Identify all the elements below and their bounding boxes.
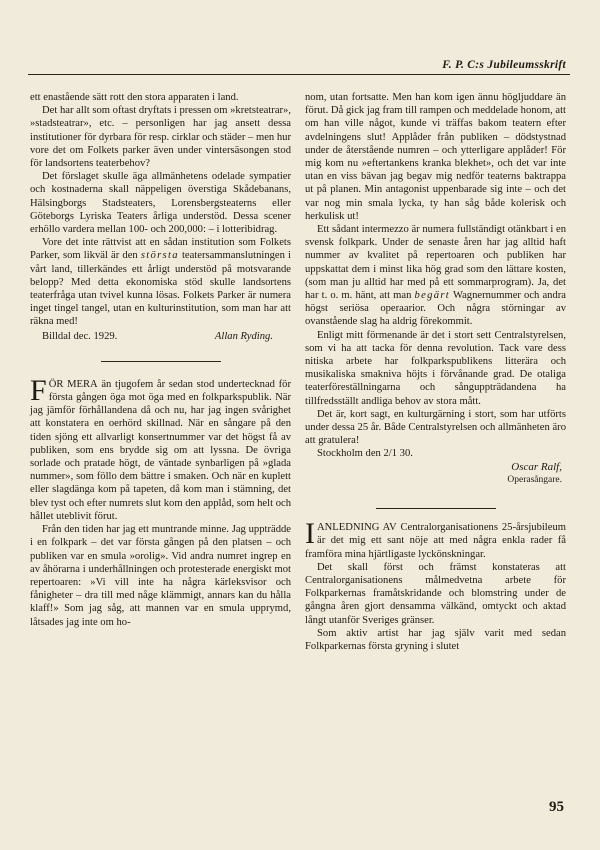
paragraph-text: Ett sådant intermezzo är numera fullständigt otänkbart i en svensk folkpark. Under de senaste åren har jag alltid haft nummer av kvalitet på repertoaren och publiken har uppskattat dem i minst lika hög grad som den lättare kosten, (som man ju alltid har med på ett sommarprogram). Ja, det har t. o. m. hänt, att man [305,224,566,302]
paragraph: Stockholm den 2/1 30. [317,448,413,460]
signature-title: Operasångare. [507,474,562,485]
page-number: 95 [549,799,564,815]
drop-cap: I [305,517,315,551]
paragraph: Som aktiv artist har jag själv varit med sedan Folkparkernas första gryning i slutet [305,627,566,652]
paragraph: Det förslaget skulle äga allmänhetens odelade sympatier och kostnaderna skall näppeligen överstiga Skådebanans, Hälsingborgs Stadsteaters, Lorensbergsteaterns eller Göteborgs Lyriska Teaters årliga understöd. Dessa scener erhöllo vardera mellan 100- och 200,000: – i lotteribidrag. [30,171,291,236]
lead-caps: ANLEDNING AV [317,522,397,534]
signature-name: Oscar Ralf, [511,460,562,473]
left-column [30,91,291,629]
paragraph: Enligt mitt förmenande är det i stort sett Centralstyrelsen, som vi ha att tacka för denna revolution. Tack vare dess nitiska arbete har folkparkspublikens litterära och musikaliska smakniva höjts i förvånande grad. De otaliga teaterföreställningarna och sånguppträdandena ha tillfredsställt andliga behov av stora mått. [305,329,566,407]
paragraph-text: Wagnernummer och andra högst seriösa operaarior. Och några störningar av ovanstående slag ha aldrig förekommit. [305,290,566,328]
paragraph: nom, utan fortsatte. Men han kom igen ännu högljuddare än förut. Då gick jag fram till rampen och meddelade honom, att om han ville något, kunde vi träffas bakom teatern efter avdelningens slut! Applåder från publiken – dödstystnad under de återstående numren – och ytterligare applåder! För mig kom nu »eftertankens kranka blekhet», och det var inte utan en viss bävan jag begav mig nedför teaterns baktrappa ut på planen. Min antagonist uppenbarade sig inte – och det var nog min smala lycka, ty han såg både kolerisk och herkulisk ut! [305,92,566,222]
emphasis: begärt [414,290,451,302]
paragraph: Från den tiden har jag ett muntrande minne. Jag uppträdde i en folkpark – det var första gången på den platsen – och publiken var en smula »orolig». Vid andra numret ingrep en av åhörarna i underhållningen och protesterade energiskt mot repertoaren: »Vi vill inte ha några kärleksvisor och fånigheter – dra till med någe klämmigt, annars kan du hålla klaff!» Som jag såg, att mannen var en smula upprymd, låtsades jag inte om ho- [30,524,291,628]
paragraph: Det skall först och främst konstateras att Centralorganisationens målmedvetna arbete för Folkparkernas framåtskridande och blomstring under de gångna åren gjort densamma välkänd, omtyckt och aktad långt utanför Sveriges gränser. [305,561,566,626]
paragraph-text: Vore det inte rättvist att en sådan institution som Folkets Parker, som likväl är den [30,237,291,262]
emphasis: största [140,250,179,262]
lead-caps: ÖR MERA [48,378,98,390]
paragraph: Det har allt som oftast dryftats i pressen om »kretsteatrar», »stadsteatrar», etc. – personligen har jag ansett dessa institutioner för dyrbara för resp. cirklar och städer – men hur vore det om Folkets parker även under vintersäsongen stod för landsortens teaterbehov? [30,105,291,170]
paragraph: Det är, kort sagt, en kulturgärning i stort, som har utförts under dessa 25 år. Både Centralstyrelsen och allmänheten äro att gratulera! [305,408,566,447]
section-divider [376,508,496,509]
paragraph-text: Centralorganisationens 25-årsjubileum är det mig ett sant nöje att med några enkla rader få framföra mina hjärtligaste lyckönskningar. [305,522,566,560]
drop-cap: F [30,373,47,407]
right-column [305,91,566,653]
running-title: F. P. C:s Jubileumsskrift [442,59,566,71]
paragraph-text: än tjugofem år sedan stod undertecknad för första gången öga mot öga med en folkparkspublik. När jag jämför förhållandena då och nu, har jag ingen svårighet att konstatera en oerhörd skillnad. När en sångare på den tiden sjöng ett allvarligt konsertnummer var det högst få av publiken, som ens brydde sig om att lyssna. De övriga sorlade och pratade högt, de väntade synbarligen på »glada nummer», som föllo dem bättre i smaken. Och när en kuplett eller slagdänga kom på tapeten, då kom man i stämning, det blev tyst och efter numrets slut kom den applåd, som helt och hållet uteblivit förut. [30,378,291,522]
paragraph [305,517,566,561]
paragraph [30,373,291,523]
paragraph-text: teatersammanslutningen i vårt land, tillerkändes ett årligt understöd på motsvarande belopp? Med detta ekonomiska stöd skulle landsortens teaterfråga utan tvivel kunna lösas. Folkets Parker är numera inget tingel tangel, utan en kulturinstitution, som man har att räkna med! [30,250,291,328]
header-rule [28,74,570,75]
paragraph [305,223,566,329]
section-divider [101,361,221,362]
paragraph [30,236,291,328]
signature-ralf [305,461,566,487]
signature-name: Allan Ryding. [214,330,273,342]
page-header [0,0,600,80]
paragraph: ett enastående sätt rott den stora apparaten i land. [30,92,239,103]
signature-ryding [30,330,291,343]
signature-place: Billdal dec. 1929. [42,330,118,342]
